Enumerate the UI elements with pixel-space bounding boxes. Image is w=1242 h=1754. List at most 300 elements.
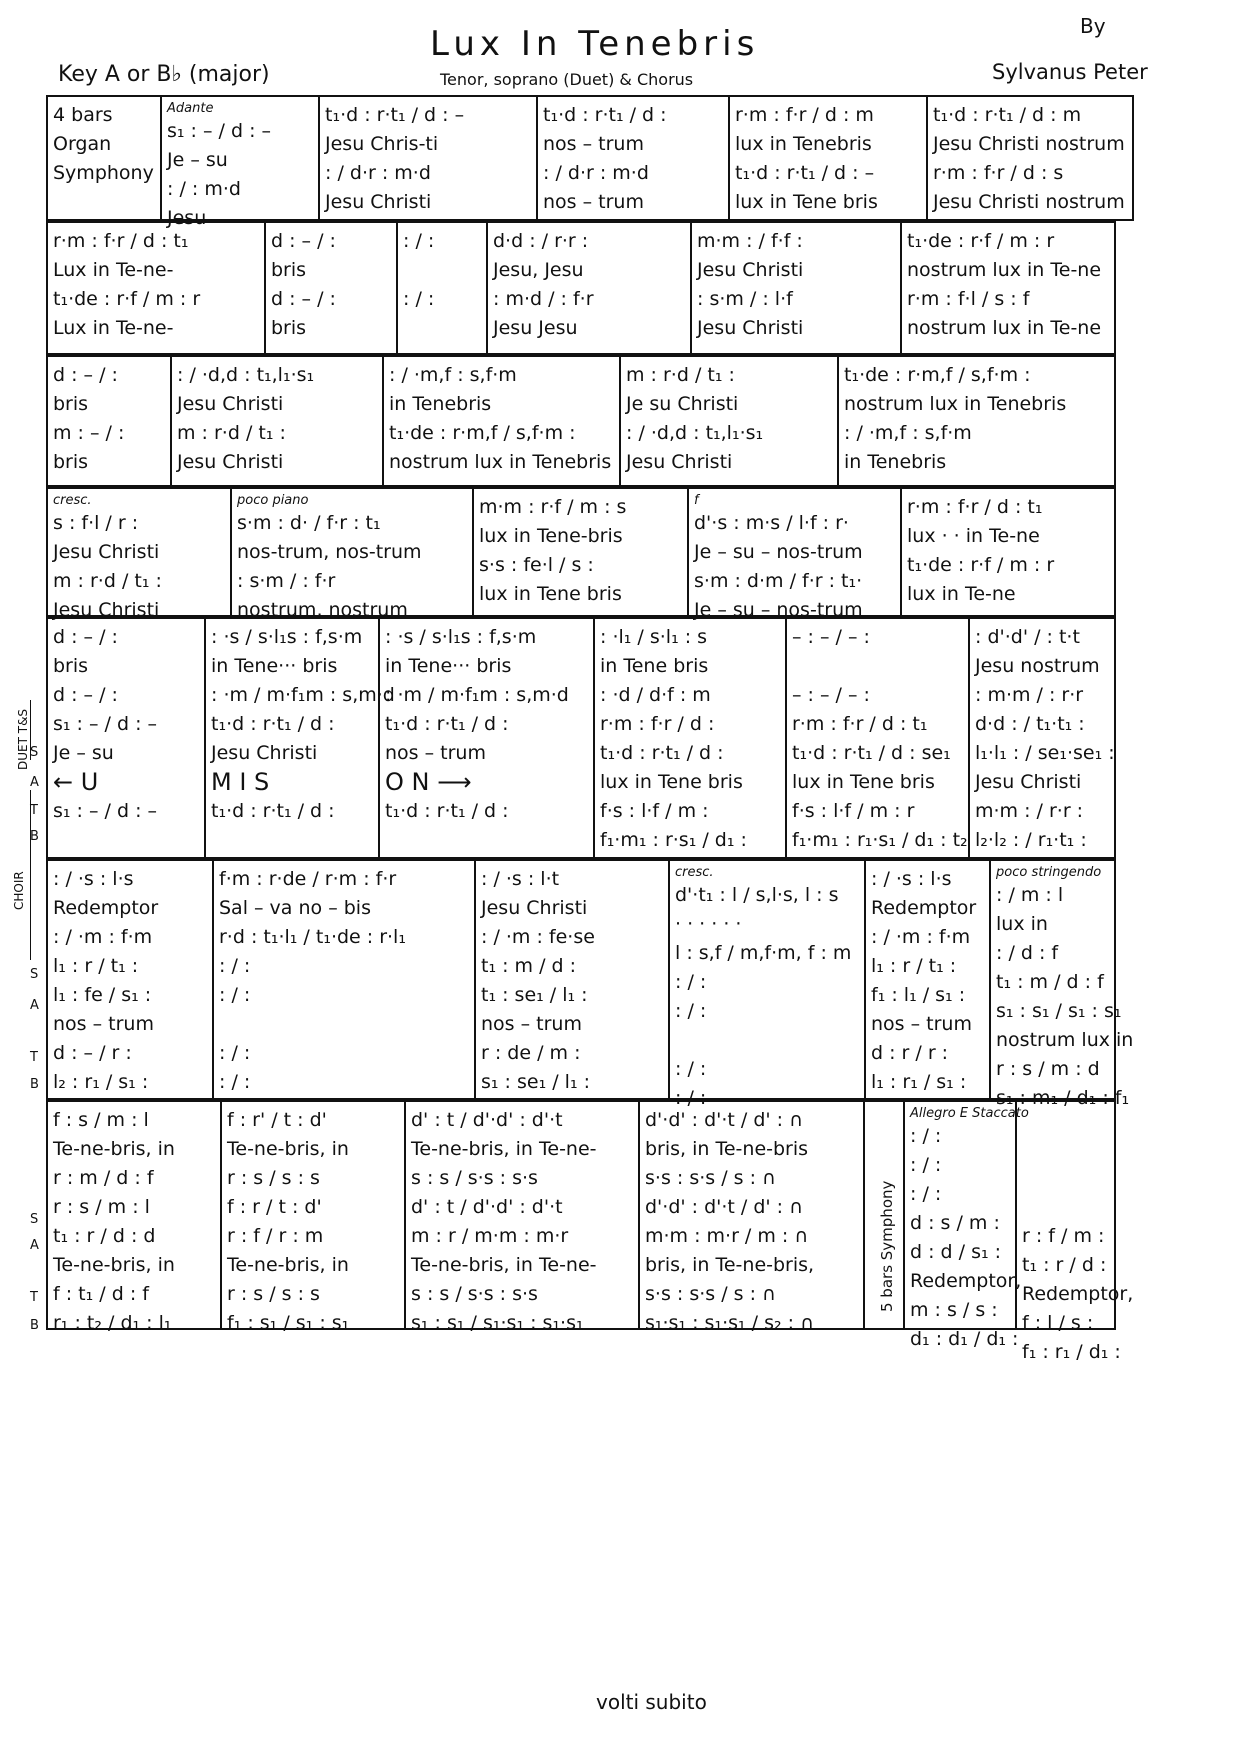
bar-cell (903, 1102, 1029, 1350)
bar-cell (48, 861, 212, 1098)
notation-line: t₁·d : r·t₁ / d : (385, 713, 509, 735)
notation-line: nos – trum (543, 133, 644, 155)
notation-line: : / ·s : l·s (53, 868, 134, 890)
notation-line: Te-ne-bris, in (53, 1138, 175, 1160)
notation-line: Sal – va no – bis (219, 897, 371, 919)
notation-line: d' : t / d'·d' : d'·t (411, 1196, 563, 1218)
notation-line: r : f / r : m (227, 1225, 324, 1247)
notation-line: s·m : d· / f·r : t₁ (237, 512, 381, 534)
bar-cell (378, 619, 593, 857)
notation-line: d : – / : (53, 364, 118, 386)
notation-line: Te-ne-bris, in (227, 1138, 349, 1160)
notation-line: : / ·m,f : s,f·m (389, 364, 517, 386)
notation-line: d : s / m : (910, 1212, 1000, 1234)
notation-line: d·d : / t₁·t₁ : (975, 713, 1085, 735)
notation-line: Jesu Christi (697, 317, 804, 339)
notation-line (1022, 1106, 1115, 1135)
score-system (46, 95, 1134, 229)
notation-line: s·m : d·m / f·r : t₁· (694, 570, 863, 592)
duet-label: DUET T&S (16, 708, 30, 770)
notation-line: f : r' / t : d' (227, 1109, 327, 1131)
notation-line: r·m : f·r / d : s (933, 162, 1064, 184)
notation-line: Jesu Christi nostrum (933, 191, 1125, 213)
voice-letter: T (30, 803, 38, 818)
bar-cell (837, 357, 1118, 485)
notation-line: f·s : l·f / m : (600, 800, 709, 822)
subtitle: Tenor, soprano (Duet) & Chorus (440, 70, 694, 89)
notation-line: O N ⟶ (385, 768, 472, 796)
notation-line: nostrum lux in Tenebris (844, 393, 1067, 415)
bar-cell (900, 489, 1118, 615)
bar-cell (926, 97, 1136, 219)
notation-line: s : s / s·s : s·s (411, 1283, 538, 1305)
notation-line: s₁·s₁ : s₁·s₁ / s₂ : ∩ (645, 1312, 815, 1334)
notation-line (675, 1026, 861, 1055)
notation-line: t₁·de : r·m,f / s,f·m : (844, 364, 1031, 386)
bar-cell (638, 1102, 863, 1334)
notation-line: lux in Te-ne (907, 583, 1016, 605)
notation-line: r·d : t₁·l₁ / t₁·de : r·l₁ (219, 926, 406, 948)
notation-line (1022, 1135, 1115, 1164)
notation-line: m·m : r·f / m : s (479, 496, 627, 518)
notation-line: Te-ne-bris, in Te-ne- (411, 1138, 597, 1160)
notation-line: : / : (219, 955, 251, 977)
notation-line: Je – su (53, 742, 114, 764)
notation-line: s : f·l / r : (53, 512, 139, 534)
notation-line: : / d : f (996, 942, 1059, 964)
notation-line: lux in (996, 913, 1048, 935)
notation-line: f₁·m₁ : r·s₁ / d₁ : (600, 829, 747, 851)
notation-line: d : r / r : (871, 1042, 949, 1064)
notation-line: : ·m / m·f₁m : s,m·d (211, 684, 395, 706)
bar-cell (48, 223, 264, 353)
notation-line: f₁ : s₁ / s₁ : s₁ (227, 1312, 350, 1334)
notation-line: : / ·m,f : s,f·m (844, 422, 972, 444)
notation-line: m·m : / f·f : (697, 230, 803, 252)
bar-cell (264, 223, 396, 353)
notation-line: r·m : f·r / d : t₁ (907, 496, 1043, 518)
voice-letter: B (30, 829, 39, 844)
notation-line: Je – su – nos-trum (694, 541, 863, 563)
notation-line: : s·m / : f·r (237, 570, 336, 592)
notation-line: Te-ne-bris, in (53, 1254, 175, 1276)
notation-line: : m·m / : r·r (975, 684, 1084, 706)
notation-line: Jesu Christi nostrum (933, 133, 1125, 155)
notation-line (792, 652, 965, 681)
notation-line: d'·s : m·s / l·f : r· (694, 512, 849, 534)
notation-line: Jesu Christi (177, 393, 284, 415)
notation-line: Te-ne-bris, in (227, 1254, 349, 1276)
notation-line: Redemptor (53, 897, 159, 919)
notation-line: : ·s / s·l₁s : f,s·m (385, 626, 537, 648)
notation-line: – : – / – : (792, 684, 870, 706)
bar-cell (170, 357, 382, 485)
voice-letter: S (30, 967, 39, 982)
notation-line: : ·m / m·f₁m : s,m·d (385, 684, 569, 706)
notation-line: bris (53, 655, 89, 677)
bar-cell (690, 223, 900, 353)
notation-line: r : m / d : f (53, 1167, 154, 1189)
voice-letter: A (30, 998, 39, 1013)
notation-line: bris (271, 317, 307, 339)
bar-cell (619, 357, 837, 485)
notation-line: t₁ : r / d : (1022, 1254, 1107, 1276)
notation-line: 5 bars Symphony (878, 1180, 896, 1312)
notation-line: l₁ : fe / s₁ : (53, 984, 152, 1006)
notation-line: – : – / – : (792, 626, 870, 648)
voice-letter: T (30, 1290, 38, 1305)
notation-line: M I S (211, 768, 270, 796)
notation-line: lux in Tene bris (735, 191, 878, 213)
notation-line: Jesu Christi (325, 191, 432, 213)
notation-line: : / : (675, 1087, 707, 1109)
notation-line: Lux in Te-ne- (53, 259, 174, 281)
bar-cell (536, 97, 728, 219)
bar-cell (48, 489, 230, 621)
notation-line: Jesu Christi (975, 771, 1082, 793)
dynamic-marking: Adante (167, 101, 214, 116)
notation-line: m : r / m·m : m·r (411, 1225, 569, 1247)
notation-line: t₁·de : r·f / m : r (907, 230, 1055, 252)
notation-line: Jesu Chris-ti (325, 133, 439, 155)
notation-line: s₁ : – / d : – (53, 800, 158, 822)
notation-line: : / : (910, 1154, 942, 1176)
notation-line: ← U (53, 768, 99, 796)
bar-cell (785, 619, 968, 857)
notation-line: s₁ : m₁ / d₁ : f₁ (996, 1087, 1130, 1109)
bar-cell (472, 489, 687, 615)
notation-line: f : s / m : l (53, 1109, 149, 1131)
dynamic-marking: f (694, 493, 699, 508)
bar-cell (1015, 1102, 1134, 1363)
notation-line: r : s / m : d (996, 1058, 1100, 1080)
notation-line: in Tenebris (389, 393, 492, 415)
notation-line: : / ·m : fe·se (481, 926, 595, 948)
notation-line: : / : (219, 984, 251, 1006)
notation-line: : ·s / s·l₁s : f,s·m (211, 626, 363, 648)
notation-line: r·m : f·r / d : (600, 713, 715, 735)
notation-line: nostrum lux in Te-ne (907, 259, 1102, 281)
notation-line: nos – trum (543, 191, 644, 213)
bar-cell (404, 1102, 638, 1334)
notation-line (1022, 1164, 1115, 1193)
voice-letter: A (30, 775, 39, 790)
notation-line: s : s / s·s : s·s (411, 1167, 538, 1189)
notation-line: lux in Tene bris (792, 771, 935, 793)
notation-line: Redemptor, (1022, 1283, 1134, 1305)
volti-subito: volti subito (596, 1690, 707, 1714)
notation-line: s₁ : se₁ / l₁ : (481, 1071, 591, 1093)
notation-line: r·m : f·l / s : f (907, 288, 1030, 310)
notation-line: d : – / : (271, 230, 336, 252)
notation-line: d : – / r : (53, 1042, 132, 1064)
notation-line: s·s : s·s / s : ∩ (645, 1283, 776, 1305)
dynamic-marking: Allegro E Staccato (910, 1106, 1029, 1121)
notation-line: Jesu Christi (53, 541, 160, 563)
dynamic-marking: poco stringendo (996, 865, 1102, 880)
notation-line: d'·t₁ : l / s,l·s, l : s (675, 884, 839, 906)
notation-line: s₁ : s₁ / s₁·s₁ : s₁·s₁ (411, 1312, 584, 1334)
notation-line: t₁·d : r·t₁ / d : (211, 800, 335, 822)
notation-line: : ·l₁ / s·l₁ : s (600, 626, 708, 648)
bar-cell (863, 1102, 903, 1328)
notation-line (403, 314, 483, 343)
by-label: By (1080, 14, 1106, 38)
notation-line: : / : m·d (167, 178, 241, 200)
notation-line: Jesu, Jesu (493, 259, 584, 281)
notation-line: Je su Christi (626, 393, 739, 415)
notation-line: bris, in Te-ne-bris (645, 1138, 809, 1160)
notation-line: t₁·de : r·m,f / s,f·m : (389, 422, 576, 444)
notation-line: : / d·r : m·d (543, 162, 649, 184)
notation-line: in Tene··· bris (385, 655, 512, 677)
notation-line: Jesu Christi (211, 742, 318, 764)
key-signature: Key A or B♭ (major) (58, 62, 270, 87)
notation-line: lux · · in Te-ne (907, 525, 1040, 547)
notation-line: d' : t / d'·d' : d'·t (411, 1109, 563, 1131)
notation-line: bris (53, 393, 89, 415)
notation-line: t₁ : m / d : (481, 955, 577, 977)
notation-line: nos – trum (871, 1013, 972, 1035)
notation-line: l₁ : r / t₁ : (871, 955, 957, 977)
notation-line: : / : (675, 1000, 707, 1022)
notation-line: d'·d' : d'·t / d' : ∩ (645, 1196, 804, 1218)
notation-line: : / ·d,d : t₁,l₁·s₁ (177, 364, 315, 386)
score-system (46, 617, 1116, 859)
voice-letter: S (30, 1212, 39, 1227)
notation-line: bris (271, 259, 307, 281)
notation-line: r : s / s : s (227, 1167, 320, 1189)
notation-line: : / ·m : f·m (53, 926, 153, 948)
notation-line: s·s : fe·l / s : (479, 554, 594, 576)
notation-line: f₁ : l₁ / s₁ : (871, 984, 966, 1006)
bar-cell (728, 97, 926, 219)
bar-cell (220, 1102, 404, 1334)
notation-line: : d'·d' / : t·t (975, 626, 1080, 648)
notation-line: : / ·m : f·m (871, 926, 971, 948)
bar-cell (48, 1102, 220, 1334)
bar-cell (593, 619, 785, 857)
notation-line: r : f / m : (1022, 1225, 1105, 1247)
notation-line: nos-trum, nos-trum (237, 541, 422, 563)
bar-cell (900, 223, 1118, 353)
composer-name: Sylvanus Peter (992, 60, 1148, 84)
notation-line: : / : (403, 230, 435, 252)
notation-line: r : de / m : (481, 1042, 581, 1064)
notation-line: Jesu Christi (697, 259, 804, 281)
notation-line: Jesu Jesu (493, 317, 578, 339)
bar-cell (474, 861, 668, 1098)
notation-line: Jesu Christi (626, 451, 733, 473)
notation-line: s·s : s·s / s : ∩ (645, 1167, 776, 1189)
bar-cell (48, 619, 204, 857)
notation-line: : / : (219, 1071, 251, 1093)
notation-line: m : s / s : (910, 1299, 998, 1321)
bar-cell (48, 357, 170, 485)
bar-cell (212, 861, 474, 1098)
notation-line: l₁ : r / t₁ : (53, 955, 139, 977)
notation-line: Symphony (53, 162, 154, 184)
notation-line: f₁ : r₁ / d₁ : (1022, 1341, 1121, 1363)
notation-line: l₁ : r₁ / s₁ : (871, 1071, 967, 1093)
voice-letter: T (30, 1050, 38, 1065)
notation-line: : / ·s : l·t (481, 868, 560, 890)
notation-line (219, 1010, 471, 1039)
notation-line: Jesu Christi (53, 599, 160, 621)
voice-letter: A (30, 1238, 39, 1253)
notation-line: f₁·m₁ : r₁·s₁ / d₁ : t₂ (792, 829, 968, 851)
notation-line: m·m : / r·r : (975, 800, 1084, 822)
notation-line: t₁·de : r·f / m : r (53, 288, 201, 310)
bar-cell (864, 861, 989, 1098)
notation-line: l₂·l₂ : / r₁·t₁ : (975, 829, 1087, 851)
bar-cell (318, 97, 536, 219)
notation-line: t₁·d : r·t₁ / d : (543, 104, 667, 126)
notation-line: t₁·d : r·t₁ / d : – (325, 104, 465, 126)
notation-line: l₂ : r₁ / s₁ : (53, 1071, 149, 1093)
notation-line: lux in Tene bris (479, 583, 622, 605)
notation-line: t₁·d : r·t₁ / d : (385, 800, 509, 822)
notation-line: Jesu nostrum (975, 655, 1100, 677)
notation-line: in Tene bris (600, 655, 709, 677)
notation-line: 4 bars (53, 104, 113, 126)
notation-line: t₁ : se₁ / l₁ : (481, 984, 588, 1006)
notation-line: lux in Tenebris (735, 133, 872, 155)
notation-line: nos – trum (385, 742, 486, 764)
voice-letter: B (30, 1318, 39, 1333)
score-system (46, 221, 1116, 355)
notation-line: f : t₁ / d : f (53, 1283, 149, 1305)
notation-line: in Tene··· bris (211, 655, 338, 677)
notation-line: t₁·d : r·t₁ / d : m (933, 104, 1082, 126)
notation-line: Je – su – nos-trum (694, 599, 863, 621)
bar-cell (160, 97, 318, 229)
notation-line: · · · · · · (675, 913, 742, 935)
notation-line: d : d / s₁ : (910, 1241, 1002, 1263)
notation-line: l : s,f / m,f·m, f : m (675, 942, 852, 964)
notation-line: Redemptor, (910, 1270, 1022, 1292)
dynamic-marking: cresc. (53, 493, 92, 508)
bar-cell (968, 619, 1118, 857)
score-system (46, 487, 1116, 621)
notation-line: nos – trum (481, 1013, 582, 1035)
notation-line: t₁·de : r·f / m : r (907, 554, 1055, 576)
notation-line: Jesu Christi (177, 451, 284, 473)
notation-line: Te-ne-bris, in Te-ne- (411, 1254, 597, 1276)
notation-line: r₁ : t₂ / d₁ : l₁ (53, 1312, 172, 1334)
notation-line: m : – / : (53, 422, 125, 444)
notation-line: t₁ : m / d : f (996, 971, 1104, 993)
dynamic-marking: poco piano (237, 493, 309, 508)
notation-line: r·m : f·r / d : t₁ (53, 230, 189, 252)
notation-line (403, 256, 483, 285)
bar-cell (204, 619, 395, 857)
notation-line: d : – / : (53, 684, 118, 706)
notation-line: Lux in Te-ne- (53, 317, 174, 339)
notation-line: : / d·r : m·d (325, 162, 431, 184)
notation-line: bris (53, 451, 89, 473)
notation-line: f : r / t : d' (227, 1196, 322, 1218)
notation-line: : / : (910, 1125, 942, 1147)
notation-line: : / : (675, 1058, 707, 1080)
score-system (46, 355, 1116, 487)
notation-line: Je – su (167, 149, 228, 171)
notation-line: : ·d / d·f : m (600, 684, 711, 706)
notation-line: f·m : r·de / r·m : f·r (219, 868, 397, 890)
bar-cell (382, 357, 619, 485)
notation-line: : / m : l (996, 884, 1064, 906)
notation-line: lux in Tene-bris (479, 525, 623, 547)
voice-letter: S (30, 745, 39, 760)
notation-line: d₁ : d₁ / d₁ : (910, 1328, 1019, 1350)
notation-line: nos – trum (53, 1013, 154, 1035)
notation-line (1022, 1193, 1115, 1222)
notation-line: bris, in Te-ne-bris, (645, 1254, 815, 1276)
bar-cell (668, 861, 864, 1109)
notation-line: nostrum lux in Tenebris (389, 451, 612, 473)
notation-line: : m·d / : f·r (493, 288, 594, 310)
notation-line: in Tenebris (844, 451, 947, 473)
notation-line: t₁·d : r·t₁ / d : – (735, 162, 875, 184)
notation-line: f : l / s : (1022, 1312, 1094, 1334)
dynamic-marking: cresc. (675, 865, 714, 880)
bar-cell (48, 97, 160, 219)
notation-line: r : s / m : l (53, 1196, 150, 1218)
notation-line: s₁ : – / d : – (167, 120, 272, 142)
notation-line: Jesu (167, 207, 207, 229)
notation-line: m : r·d / t₁ : (53, 570, 162, 592)
bar-cell (989, 861, 1134, 1109)
notation-line: Redemptor (871, 897, 977, 919)
notation-line: Jesu Christi (481, 897, 588, 919)
bar-cell (687, 489, 900, 621)
notation-line: d : – / : (271, 288, 336, 310)
notation-line: s₁ : – / d : – (53, 713, 158, 735)
notation-line: t₁·d : r·t₁ / d : (211, 713, 335, 735)
score-system (46, 1100, 1134, 1363)
bar-cell (486, 223, 690, 353)
bar-cell (396, 223, 486, 353)
notation-line: nostrum lux in Te-ne (907, 317, 1102, 339)
notation-line: d : – / : (53, 626, 118, 648)
notation-line: m·m : m·r / m : ∩ (645, 1225, 809, 1247)
notation-line: nostrum, nostrum (237, 599, 408, 621)
notation-line: l₁·l₁ : / se₁·se₁ : (975, 742, 1115, 764)
page-title: Lux In Tenebris (430, 24, 760, 64)
score-system (46, 859, 1134, 1109)
bar-cell (230, 489, 472, 621)
notation-line: : / : (403, 288, 435, 310)
notation-line: : / ·d,d : t₁,l₁·s₁ (626, 422, 764, 444)
notation-line: r·m : f·r / d : t₁ (792, 713, 928, 735)
notation-line: m : r·d / t₁ : (177, 422, 286, 444)
notation-line: t₁·d : r·t₁ / d : (600, 742, 724, 764)
notation-line: : / ·s : l·s (871, 868, 952, 890)
notation-line: s₁ : s₁ / s₁ : s₁ (996, 1000, 1122, 1022)
notation-line: nostrum lux in (996, 1029, 1134, 1051)
notation-line: m : r·d / t₁ : (626, 364, 735, 386)
notation-line: lux in Tene bris (600, 771, 743, 793)
notation-line: d'·d' : d'·t / d' : ∩ (645, 1109, 804, 1131)
notation-line: d·d : / r·r : (493, 230, 589, 252)
notation-line: t₁ : r / d : d (53, 1225, 156, 1247)
notation-line: t₁·d : r·t₁ / d : se₁ (792, 742, 951, 764)
notation-line: : / : (675, 971, 707, 993)
notation-line: : / : (219, 1042, 251, 1064)
notation-line: : / : (910, 1183, 942, 1205)
notation-line: : s·m / : l·f (697, 288, 793, 310)
notation-line: r·m : f·r / d : m (735, 104, 874, 126)
